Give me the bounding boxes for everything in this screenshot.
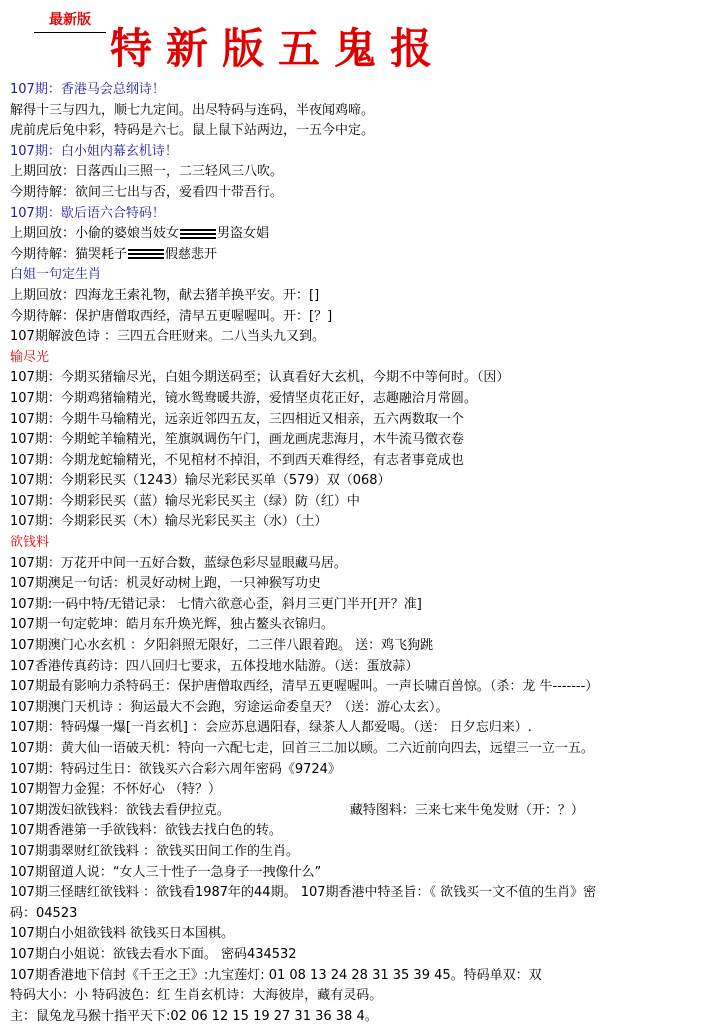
text-line: [10, 801, 705, 822]
line-text: 107期：今期蛇羊输精光，笙旗飒调伤午门，画龙画虎悲海月，木牛流马徵衣卷: [10, 432, 464, 448]
line-text: 107期一句定乾坤：皓月东升焕光辉，独占鳌头衣锦归。: [10, 617, 334, 633]
section-heading: [10, 204, 705, 225]
bar-symbol-icon: [180, 229, 216, 239]
text-line: [10, 615, 705, 636]
text-line: [10, 821, 705, 842]
line-text-2: 男盗女娼: [217, 226, 270, 242]
line-text: 107期澳足一句话：机灵好动树上跑，一只神猴写功史: [10, 576, 321, 592]
line-text: 107期：今期龙蛇输精光，不见棺材不掉泪，不到西天难得经，有志者事竟成也: [10, 452, 464, 468]
line-text: 107期留道人说：“女人三十性子一急身子一拽像什么”: [10, 864, 322, 880]
text-line: [10, 554, 705, 575]
text-line: [10, 739, 705, 760]
text-line: [10, 245, 705, 266]
line-text: 白姐一句定生肖: [10, 267, 102, 283]
line-text: 107期白小姐说：欲钱去看水下面。 密码434532: [10, 946, 297, 962]
line-text: 解得十三与四九，顺七九定间。出尽特码与连码，半夜闻鸡啼。: [10, 102, 375, 118]
text-line: [10, 883, 705, 904]
line-text-2: 藏特图料：三来七来牛兔发财（开：？）: [349, 802, 584, 818]
line-text: 107期：特码过生日：欲钱买六合彩六周年密码《9724》: [10, 761, 341, 777]
line-text: 107期智力金猩：不怀好心 （特？）: [10, 782, 221, 798]
line-text: 输尽光: [10, 349, 50, 365]
line-text-2: 假慈悲开: [165, 246, 218, 262]
text-line: [10, 1007, 705, 1027]
line-text: 主：鼠兔龙马猴十指平天下:02 06 12 15 19 27 31 36 38 4。: [10, 1008, 378, 1024]
text-line: [10, 595, 705, 616]
line-text: 107期:一码中特/无错记录： 七情六欲意心歪，斜月三更门半开[开？准]: [10, 596, 422, 612]
line-text: 107期澳门心水玄机 ：夕阳斜照无限好，二三伴八跟着跑。 送：鸡飞狗跳: [10, 638, 434, 654]
text-line: [10, 512, 705, 533]
line-text: 107香港传真药诗：四八回归七要求，五体投地水陆游。（送：蛋放蒜）: [10, 658, 419, 674]
text-line: [10, 327, 705, 348]
line-text: 107期：白小姐内幕玄机诗！: [10, 143, 178, 159]
line-text: 上期回放：日落西山三照一，二三轻风三八吹。: [10, 164, 284, 180]
section-heading: [10, 348, 705, 369]
section-heading: [10, 533, 705, 554]
line-text: 107期香港第一手欲钱料：欲钱去找白色的转。: [10, 823, 282, 839]
text-line: [10, 224, 705, 245]
bar-symbol-icon: [128, 249, 164, 259]
line-text: 107期翡翠财红欲钱料 ：欲钱买田间工作的生肖。: [10, 843, 299, 859]
line-text: 107期解波色诗 ：三四五合旺财来。二八当头九又到。: [10, 329, 325, 345]
text-line: [10, 389, 705, 410]
line-text: 107期：今期彩民买（蓝）输尽光彩民买主（绿）防（红）中: [10, 493, 360, 509]
text-line: [10, 924, 705, 945]
text-line: [10, 307, 705, 328]
section-heading: [10, 142, 705, 163]
text-line: [10, 760, 705, 781]
page-title: 特新版五鬼报: [110, 24, 447, 73]
text-line: [10, 863, 705, 884]
text-line: [10, 677, 705, 698]
line-text: 107期：歇后语六合特码！: [10, 205, 165, 221]
line-text: 107期最有影响力杀特码王：保护唐僧取西经，清早五更喔喔叫。一声长啸百兽惊。（杀：龙 牛-------）: [10, 679, 599, 695]
line-text: 107期：特码爆一爆[一肖玄机] ：会应苏息遇阳春，绿茶人人都爱喝。（送： 日夕忘归来）.: [10, 720, 532, 736]
line-text: 107期香港地下信封《千王之王》:九宝莲灯: 01 08 13 24 28 31 35 39 45。特码单双：双: [10, 967, 542, 983]
text-line: [10, 698, 705, 719]
line-text: 上期回放：四海龙王索礼物，献去猪羊换平安。开：[]: [10, 287, 320, 303]
text-line: [10, 121, 705, 142]
text-line: [10, 451, 705, 472]
text-line: [10, 945, 705, 966]
text-line: [10, 986, 705, 1007]
line-text: 107期：今期买猪输尽光，白姐今期送码至；认真看好大玄机，今期不中等何时。（因）: [10, 370, 510, 386]
line-text: 107期：今期彩民买（1243）输尽光彩民买单（579）双（068）: [10, 473, 391, 489]
text-line: [10, 574, 705, 595]
line-text: 107期：香港马会总纲诗！: [10, 82, 165, 97]
section-heading: [10, 265, 705, 286]
text-line: [10, 101, 705, 122]
line-text: 码：04523: [10, 905, 78, 921]
text-line: [10, 492, 705, 513]
line-text: 今期待解：欲间三七出与否，爱看四十带吾行。: [10, 184, 284, 200]
line-text: 107期澳门天机诗 ：狗运最大不会跑，穷途运命委皇天？（送：游心太玄）。: [10, 699, 449, 715]
text-line: [10, 183, 705, 204]
text-line: [10, 471, 705, 492]
line-text: 虎前虎后兔中彩，特码是六七。鼠上鼠下站两边，一五今中定。: [10, 123, 375, 139]
line-text: 107期：黄大仙一语破天机：特向一六配七走，回首三二加以顾。二六近前向四去，远望三一立一五。: [10, 741, 594, 756]
line-text: 107期：今期彩民买（木）输尽光彩民买主（水）（土）: [10, 514, 328, 530]
text-line: [10, 430, 705, 451]
text-line: [10, 657, 705, 678]
line-text: 107期：今期牛马输精光，远亲近邻四五友，三四相近又相亲，五六两数取一个: [10, 411, 464, 427]
line-text: 今期待解：保护唐僧取西经，清早五更喔喔叫。开：[？]: [10, 308, 333, 324]
line-text: 107期：万花开中间一五好合数，蓝绿色彩尽显眼藏马居。: [10, 555, 347, 571]
line-text: 107期三怪瞎红欲钱料 ：欲钱看1987年的44期。 107期香港中特圣旨：《 欲钱买一文不值的生肖》密: [10, 885, 597, 901]
text-line: [10, 842, 705, 863]
line-text: 欲钱料: [10, 535, 50, 551]
text-line: [10, 904, 705, 925]
text-line: [10, 286, 705, 307]
text-line: [10, 636, 705, 657]
line-text: 特码大小：小 特码波色：红 生肖玄机诗：大海彼岸，藏有灵码。: [10, 988, 383, 1004]
text-line: [10, 966, 705, 987]
content-body: [10, 80, 705, 1027]
text-line: [10, 162, 705, 183]
section-heading: [10, 80, 705, 101]
text-line: [10, 718, 705, 739]
line-text: 上期回放：小偷的婆娘当妓女: [10, 226, 180, 242]
line-text: 107期白小姐欲钱料 欲钱买日本国棋。: [10, 926, 234, 942]
line-text: 今期待解：猫哭耗子: [10, 246, 128, 262]
text-line: [10, 410, 705, 431]
edition-badge: 最新版: [34, 9, 106, 33]
text-line: [10, 368, 705, 389]
text-line: [10, 780, 705, 801]
line-text: 107期泼妇欲钱料：欲钱去看伊拉克。: [10, 802, 230, 818]
line-text: 107期：今期鸡猪输精光，镜水鸳鸯暖共游，爱情坚贞花正好，志趣融洽月常圆。: [10, 390, 477, 406]
